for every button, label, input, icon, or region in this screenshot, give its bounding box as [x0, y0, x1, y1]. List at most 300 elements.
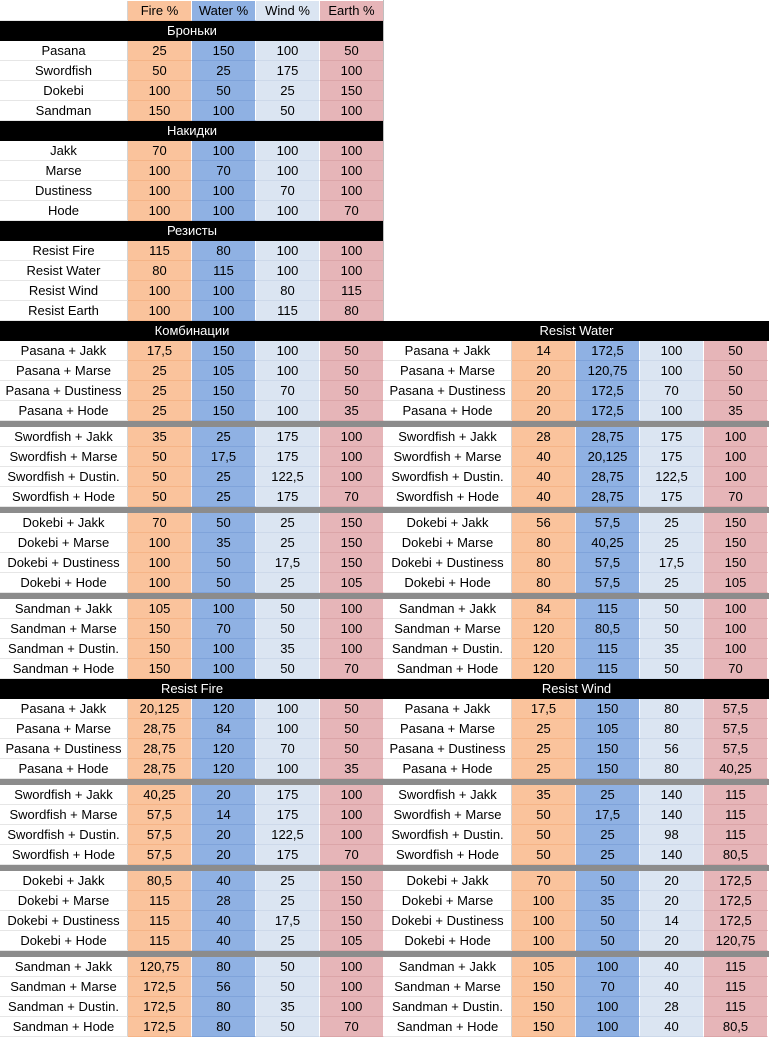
earth-cell[interactable]: 100 [320, 61, 384, 81]
name-cell[interactable]: Dokebi [0, 81, 128, 101]
earth-cell[interactable]: 100 [320, 161, 384, 181]
name-cell[interactable]: Dokebi + Hode [0, 931, 128, 951]
water-cell[interactable]: 120,75 [576, 361, 640, 381]
water-cell[interactable]: 150 [192, 381, 256, 401]
earth-cell[interactable]: 80,5 [704, 845, 768, 865]
fire-cell[interactable]: 84 [512, 599, 576, 619]
fire-cell[interactable]: 50 [512, 805, 576, 825]
name-cell[interactable]: Swordfish + Jakk [0, 785, 128, 805]
name-cell[interactable]: Dokebi + Jakk [384, 871, 512, 891]
fire-cell[interactable]: 120 [512, 639, 576, 659]
wind-cell[interactable]: 175 [256, 487, 320, 507]
earth-cell[interactable]: 57,5 [704, 719, 768, 739]
wind-cell[interactable]: 175 [256, 61, 320, 81]
earth-cell[interactable]: 70 [320, 201, 384, 221]
name-cell[interactable]: Pasana + Marse [384, 361, 512, 381]
earth-cell[interactable]: 115 [704, 997, 768, 1017]
fire-cell[interactable]: 70 [512, 871, 576, 891]
wind-cell[interactable]: 25 [640, 533, 704, 553]
wind-cell[interactable]: 50 [256, 599, 320, 619]
earth-cell[interactable]: 115 [704, 785, 768, 805]
wind-cell[interactable]: 20 [640, 871, 704, 891]
earth-cell[interactable]: 100 [704, 467, 768, 487]
fire-cell[interactable]: 40 [512, 487, 576, 507]
water-cell[interactable]: 100 [192, 201, 256, 221]
wind-cell[interactable]: 100 [256, 241, 320, 261]
fire-cell[interactable]: 50 [128, 447, 192, 467]
fire-cell[interactable]: 80 [128, 261, 192, 281]
name-cell[interactable]: Pasana + Jakk [0, 341, 128, 361]
water-cell[interactable]: 120 [192, 739, 256, 759]
fire-cell[interactable]: 150 [128, 101, 192, 121]
name-cell[interactable]: Dokebi + Dustiness [384, 911, 512, 931]
wind-cell[interactable]: 17,5 [256, 911, 320, 931]
earth-cell[interactable]: 100 [320, 825, 384, 845]
earth-cell[interactable]: 35 [320, 759, 384, 779]
water-cell[interactable]: 25 [576, 845, 640, 865]
name-cell[interactable]: Dokebi + Marse [384, 533, 512, 553]
fire-cell[interactable]: 28,75 [128, 739, 192, 759]
name-cell[interactable]: Hode [0, 201, 128, 221]
earth-cell[interactable]: 100 [320, 447, 384, 467]
name-cell[interactable]: Dokebi + Jakk [0, 513, 128, 533]
wind-cell[interactable]: 40 [640, 1017, 704, 1037]
fire-cell[interactable]: 80,5 [128, 871, 192, 891]
name-cell[interactable]: Pasana + Jakk [384, 699, 512, 719]
fire-cell[interactable]: 100 [512, 891, 576, 911]
wind-cell[interactable]: 100 [256, 141, 320, 161]
water-cell[interactable]: 56 [192, 977, 256, 997]
fire-cell[interactable]: 50 [512, 825, 576, 845]
name-cell[interactable]: Pasana + Marse [0, 719, 128, 739]
name-cell[interactable]: Pasana + Hode [0, 759, 128, 779]
name-cell[interactable]: Sandman + Marse [384, 977, 512, 997]
name-cell[interactable]: Swordfish + Marse [384, 805, 512, 825]
wind-cell[interactable]: 50 [640, 599, 704, 619]
wind-cell[interactable]: 100 [256, 201, 320, 221]
water-cell[interactable]: 172,5 [576, 341, 640, 361]
fire-cell[interactable]: 172,5 [128, 997, 192, 1017]
wind-cell[interactable]: 80 [256, 281, 320, 301]
earth-cell[interactable]: 70 [320, 659, 384, 679]
name-cell[interactable]: Sandman + Dustin. [384, 997, 512, 1017]
fire-cell[interactable]: 17,5 [512, 699, 576, 719]
fire-cell[interactable]: 25 [512, 759, 576, 779]
name-cell[interactable]: Dokebi + Marse [384, 891, 512, 911]
wind-cell[interactable]: 80 [640, 759, 704, 779]
wind-cell[interactable]: 25 [256, 891, 320, 911]
fire-cell[interactable]: 115 [128, 891, 192, 911]
name-cell[interactable]: Swordfish + Marse [0, 447, 128, 467]
wind-cell[interactable]: 50 [256, 619, 320, 639]
name-cell[interactable]: Swordfish [0, 61, 128, 81]
water-cell[interactable]: 150 [576, 699, 640, 719]
wind-cell[interactable]: 25 [256, 513, 320, 533]
fire-cell[interactable]: 56 [512, 513, 576, 533]
wind-cell[interactable]: 100 [256, 341, 320, 361]
earth-cell[interactable]: 105 [320, 573, 384, 593]
earth-cell[interactable]: 50 [704, 341, 768, 361]
wind-cell[interactable]: 100 [256, 261, 320, 281]
earth-cell[interactable]: 150 [320, 81, 384, 101]
fire-cell[interactable]: 150 [512, 977, 576, 997]
wind-cell[interactable]: 175 [640, 447, 704, 467]
wind-cell[interactable]: 25 [256, 81, 320, 101]
water-cell[interactable]: 84 [192, 719, 256, 739]
fire-cell[interactable]: 150 [512, 1017, 576, 1037]
wind-cell[interactable]: 175 [256, 427, 320, 447]
water-cell[interactable]: 50 [192, 513, 256, 533]
name-cell[interactable]: Sandman + Marse [384, 619, 512, 639]
name-cell[interactable]: Resist Fire [0, 241, 128, 261]
fire-cell[interactable]: 100 [512, 911, 576, 931]
fire-cell[interactable]: 105 [512, 957, 576, 977]
fire-cell[interactable]: 25 [128, 361, 192, 381]
water-cell[interactable]: 14 [192, 805, 256, 825]
earth-cell[interactable]: 70 [320, 845, 384, 865]
water-cell[interactable]: 100 [576, 957, 640, 977]
wind-cell[interactable]: 70 [640, 381, 704, 401]
wind-cell[interactable]: 80 [640, 719, 704, 739]
earth-cell[interactable]: 70 [704, 487, 768, 507]
fire-cell[interactable]: 57,5 [128, 825, 192, 845]
water-cell[interactable]: 150 [192, 341, 256, 361]
earth-cell[interactable]: 100 [320, 141, 384, 161]
fire-cell[interactable]: 172,5 [128, 1017, 192, 1037]
fire-cell[interactable]: 14 [512, 341, 576, 361]
wind-cell[interactable]: 14 [640, 911, 704, 931]
earth-cell[interactable]: 70 [704, 659, 768, 679]
wind-cell[interactable]: 25 [256, 533, 320, 553]
water-cell[interactable]: 25 [576, 785, 640, 805]
name-cell[interactable]: Sandman + Dustin. [384, 639, 512, 659]
water-cell[interactable]: 25 [192, 467, 256, 487]
fire-cell[interactable]: 100 [128, 81, 192, 101]
water-cell[interactable]: 40 [192, 911, 256, 931]
wind-cell[interactable]: 25 [256, 871, 320, 891]
water-cell[interactable]: 172,5 [576, 381, 640, 401]
name-cell[interactable]: Dustiness [0, 181, 128, 201]
fire-cell[interactable]: 120,75 [128, 957, 192, 977]
water-cell[interactable]: 100 [576, 997, 640, 1017]
water-cell[interactable]: 25 [192, 427, 256, 447]
fire-cell[interactable]: 50 [128, 467, 192, 487]
fire-cell[interactable]: 150 [128, 659, 192, 679]
water-cell[interactable]: 120 [192, 759, 256, 779]
name-cell[interactable]: Dokebi + Dustiness [0, 911, 128, 931]
water-cell[interactable]: 50 [192, 573, 256, 593]
fire-cell[interactable]: 80 [512, 533, 576, 553]
fire-cell[interactable]: 20 [512, 381, 576, 401]
wind-cell[interactable]: 100 [256, 699, 320, 719]
water-cell[interactable]: 115 [576, 599, 640, 619]
wind-cell[interactable]: 28 [640, 997, 704, 1017]
wind-cell[interactable]: 40 [640, 977, 704, 997]
earth-cell[interactable]: 100 [320, 427, 384, 447]
wind-cell[interactable]: 40 [640, 957, 704, 977]
water-cell[interactable]: 40,25 [576, 533, 640, 553]
earth-cell[interactable]: 150 [704, 533, 768, 553]
fire-cell[interactable]: 115 [128, 931, 192, 951]
earth-cell[interactable]: 120,75 [704, 931, 768, 951]
water-cell[interactable]: 80 [192, 1017, 256, 1037]
name-cell[interactable]: Dokebi + Jakk [0, 871, 128, 891]
fire-cell[interactable]: 57,5 [128, 805, 192, 825]
water-cell[interactable]: 40 [192, 871, 256, 891]
earth-cell[interactable]: 35 [320, 401, 384, 421]
fire-cell[interactable]: 172,5 [128, 977, 192, 997]
water-cell[interactable]: 20 [192, 845, 256, 865]
name-cell[interactable]: Pasana + Jakk [0, 699, 128, 719]
water-cell[interactable]: 105 [192, 361, 256, 381]
name-cell[interactable]: Sandman + Marse [0, 619, 128, 639]
water-cell[interactable]: 28,75 [576, 467, 640, 487]
name-cell[interactable]: Pasana + Dustiness [0, 739, 128, 759]
earth-cell[interactable]: 100 [320, 599, 384, 619]
earth-cell[interactable]: 50 [320, 739, 384, 759]
water-cell[interactable]: 35 [576, 891, 640, 911]
fire-cell[interactable]: 100 [128, 161, 192, 181]
water-cell[interactable]: 50 [576, 911, 640, 931]
earth-cell[interactable]: 100 [320, 241, 384, 261]
earth-cell[interactable]: 172,5 [704, 871, 768, 891]
wind-cell[interactable]: 140 [640, 785, 704, 805]
wind-cell[interactable]: 35 [640, 639, 704, 659]
wind-cell[interactable]: 25 [256, 573, 320, 593]
name-cell[interactable]: Dokebi + Hode [384, 573, 512, 593]
name-cell[interactable]: Pasana + Dustiness [384, 739, 512, 759]
water-cell[interactable]: 105 [576, 719, 640, 739]
earth-cell[interactable]: 105 [704, 573, 768, 593]
name-cell[interactable]: Pasana + Marse [384, 719, 512, 739]
wind-cell[interactable]: 25 [256, 931, 320, 951]
fire-cell[interactable]: 115 [128, 241, 192, 261]
wind-cell[interactable]: 140 [640, 805, 704, 825]
earth-cell[interactable]: 100 [320, 467, 384, 487]
earth-cell[interactable]: 100 [704, 427, 768, 447]
earth-cell[interactable]: 100 [704, 639, 768, 659]
wind-cell[interactable]: 70 [256, 381, 320, 401]
name-cell[interactable]: Pasana + Marse [0, 361, 128, 381]
name-cell[interactable]: Sandman [0, 101, 128, 121]
water-cell[interactable]: 100 [192, 301, 256, 321]
water-cell[interactable]: 17,5 [192, 447, 256, 467]
fire-cell[interactable]: 100 [128, 201, 192, 221]
earth-cell[interactable]: 80,5 [704, 1017, 768, 1037]
wind-cell[interactable]: 175 [640, 427, 704, 447]
wind-cell[interactable]: 98 [640, 825, 704, 845]
water-cell[interactable]: 80 [192, 957, 256, 977]
water-cell[interactable]: 70 [192, 619, 256, 639]
name-cell[interactable]: Sandman + Marse [0, 977, 128, 997]
name-cell[interactable]: Dokebi + Marse [0, 891, 128, 911]
name-cell[interactable]: Sandman + Hode [0, 1017, 128, 1037]
wind-cell[interactable]: 25 [640, 573, 704, 593]
wind-cell[interactable]: 50 [256, 659, 320, 679]
name-cell[interactable]: Swordfish + Marse [0, 805, 128, 825]
name-cell[interactable]: Swordfish + Marse [384, 447, 512, 467]
fire-cell[interactable]: 28,75 [128, 759, 192, 779]
header-earth[interactable]: Earth % [320, 1, 384, 21]
wind-cell[interactable]: 80 [640, 699, 704, 719]
fire-cell[interactable]: 150 [128, 639, 192, 659]
name-cell[interactable]: Dokebi + Dustiness [0, 553, 128, 573]
earth-cell[interactable]: 150 [320, 513, 384, 533]
earth-cell[interactable]: 57,5 [704, 699, 768, 719]
fire-cell[interactable]: 100 [128, 553, 192, 573]
water-cell[interactable]: 28,75 [576, 427, 640, 447]
earth-cell[interactable]: 70 [320, 487, 384, 507]
earth-cell[interactable]: 115 [704, 825, 768, 845]
water-cell[interactable]: 100 [192, 599, 256, 619]
earth-cell[interactable]: 50 [320, 341, 384, 361]
earth-cell[interactable]: 50 [704, 381, 768, 401]
fire-cell[interactable]: 100 [128, 573, 192, 593]
earth-cell[interactable]: 100 [320, 261, 384, 281]
earth-cell[interactable]: 100 [320, 785, 384, 805]
earth-cell[interactable]: 115 [704, 805, 768, 825]
wind-cell[interactable]: 175 [256, 805, 320, 825]
fire-cell[interactable]: 25 [128, 381, 192, 401]
fire-cell[interactable]: 100 [128, 281, 192, 301]
earth-cell[interactable]: 100 [704, 619, 768, 639]
wind-cell[interactable]: 140 [640, 845, 704, 865]
wind-cell[interactable]: 56 [640, 739, 704, 759]
earth-cell[interactable]: 50 [320, 361, 384, 381]
fire-cell[interactable]: 100 [128, 181, 192, 201]
wind-cell[interactable]: 50 [640, 659, 704, 679]
fire-cell[interactable]: 80 [512, 573, 576, 593]
water-cell[interactable]: 70 [192, 161, 256, 181]
earth-cell[interactable]: 100 [704, 447, 768, 467]
wind-cell[interactable]: 175 [256, 845, 320, 865]
name-cell[interactable]: Sandman + Jakk [0, 599, 128, 619]
name-cell[interactable]: Sandman + Dustin. [0, 997, 128, 1017]
earth-cell[interactable]: 50 [704, 361, 768, 381]
name-cell[interactable]: Swordfish + Dustin. [0, 467, 128, 487]
earth-cell[interactable]: 115 [704, 977, 768, 997]
fire-cell[interactable]: 80 [512, 553, 576, 573]
water-cell[interactable]: 40 [192, 931, 256, 951]
wind-cell[interactable]: 70 [256, 181, 320, 201]
name-cell[interactable]: Dokebi + Hode [0, 573, 128, 593]
water-cell[interactable]: 20,125 [576, 447, 640, 467]
earth-cell[interactable]: 115 [320, 281, 384, 301]
water-cell[interactable]: 80,5 [576, 619, 640, 639]
fire-cell[interactable]: 105 [128, 599, 192, 619]
name-cell[interactable]: Swordfish + Jakk [384, 785, 512, 805]
name-cell[interactable]: Swordfish + Dustin. [384, 467, 512, 487]
wind-cell[interactable]: 100 [640, 341, 704, 361]
fire-cell[interactable]: 100 [128, 533, 192, 553]
name-cell[interactable]: Swordfish + Jakk [384, 427, 512, 447]
name-cell[interactable]: Resist Water [0, 261, 128, 281]
name-cell[interactable]: Swordfish + Jakk [0, 427, 128, 447]
wind-cell[interactable]: 100 [640, 361, 704, 381]
wind-cell[interactable]: 122,5 [256, 467, 320, 487]
earth-cell[interactable]: 100 [320, 997, 384, 1017]
name-cell[interactable]: Swordfish + Hode [384, 487, 512, 507]
name-cell[interactable]: Sandman + Hode [0, 659, 128, 679]
wind-cell[interactable]: 50 [256, 1017, 320, 1037]
water-cell[interactable]: 172,5 [576, 401, 640, 421]
header-water[interactable]: Water % [192, 1, 256, 21]
water-cell[interactable]: 20 [192, 785, 256, 805]
water-cell[interactable]: 100 [192, 281, 256, 301]
name-cell[interactable]: Pasana + Dustiness [384, 381, 512, 401]
header-wind[interactable]: Wind % [256, 1, 320, 21]
name-cell[interactable]: Sandman + Jakk [384, 599, 512, 619]
fire-cell[interactable]: 40,25 [128, 785, 192, 805]
water-cell[interactable]: 100 [192, 141, 256, 161]
water-cell[interactable]: 57,5 [576, 513, 640, 533]
name-cell[interactable]: Sandman + Hode [384, 1017, 512, 1037]
name-cell[interactable]: Swordfish + Dustin. [0, 825, 128, 845]
wind-cell[interactable]: 100 [256, 161, 320, 181]
name-cell[interactable]: Pasana [0, 41, 128, 61]
water-cell[interactable]: 50 [192, 553, 256, 573]
name-cell[interactable]: Pasana + Jakk [384, 341, 512, 361]
earth-cell[interactable]: 70 [320, 1017, 384, 1037]
water-cell[interactable]: 150 [192, 401, 256, 421]
name-cell[interactable]: Swordfish + Hode [0, 487, 128, 507]
earth-cell[interactable]: 50 [320, 41, 384, 61]
earth-cell[interactable]: 105 [320, 931, 384, 951]
fire-cell[interactable]: 50 [128, 61, 192, 81]
water-cell[interactable]: 50 [192, 81, 256, 101]
name-cell[interactable]: Swordfish + Hode [0, 845, 128, 865]
earth-cell[interactable]: 100 [320, 977, 384, 997]
wind-cell[interactable]: 50 [256, 101, 320, 121]
wind-cell[interactable]: 50 [256, 977, 320, 997]
water-cell[interactable]: 57,5 [576, 553, 640, 573]
fire-cell[interactable]: 25 [512, 719, 576, 739]
fire-cell[interactable]: 100 [512, 931, 576, 951]
wind-cell[interactable]: 175 [640, 487, 704, 507]
fire-cell[interactable]: 28,75 [128, 719, 192, 739]
earth-cell[interactable]: 100 [320, 805, 384, 825]
earth-cell[interactable]: 150 [320, 871, 384, 891]
water-cell[interactable]: 50 [576, 871, 640, 891]
name-cell[interactable]: Pasana + Dustiness [0, 381, 128, 401]
name-cell[interactable]: Swordfish + Hode [384, 845, 512, 865]
wind-cell[interactable]: 175 [256, 785, 320, 805]
name-cell[interactable]: Sandman + Jakk [384, 957, 512, 977]
fire-cell[interactable]: 115 [128, 911, 192, 931]
name-cell[interactable]: Resist Earth [0, 301, 128, 321]
earth-cell[interactable]: 100 [320, 101, 384, 121]
name-cell[interactable]: Pasana + Hode [384, 759, 512, 779]
water-cell[interactable]: 50 [576, 931, 640, 951]
fire-cell[interactable]: 57,5 [128, 845, 192, 865]
fire-cell[interactable]: 17,5 [128, 341, 192, 361]
fire-cell[interactable]: 25 [128, 401, 192, 421]
name-cell[interactable]: Dokebi + Dustiness [384, 553, 512, 573]
water-cell[interactable]: 80 [192, 241, 256, 261]
water-cell[interactable]: 150 [192, 41, 256, 61]
wind-cell[interactable]: 70 [256, 739, 320, 759]
wind-cell[interactable]: 175 [256, 447, 320, 467]
water-cell[interactable]: 115 [576, 659, 640, 679]
earth-cell[interactable]: 40,25 [704, 759, 768, 779]
earth-cell[interactable]: 150 [320, 891, 384, 911]
water-cell[interactable]: 150 [576, 739, 640, 759]
name-cell[interactable]: Dokebi + Marse [0, 533, 128, 553]
water-cell[interactable]: 150 [576, 759, 640, 779]
name-cell[interactable]: Dokebi + Jakk [384, 513, 512, 533]
earth-cell[interactable]: 150 [320, 533, 384, 553]
earth-cell[interactable]: 100 [704, 599, 768, 619]
